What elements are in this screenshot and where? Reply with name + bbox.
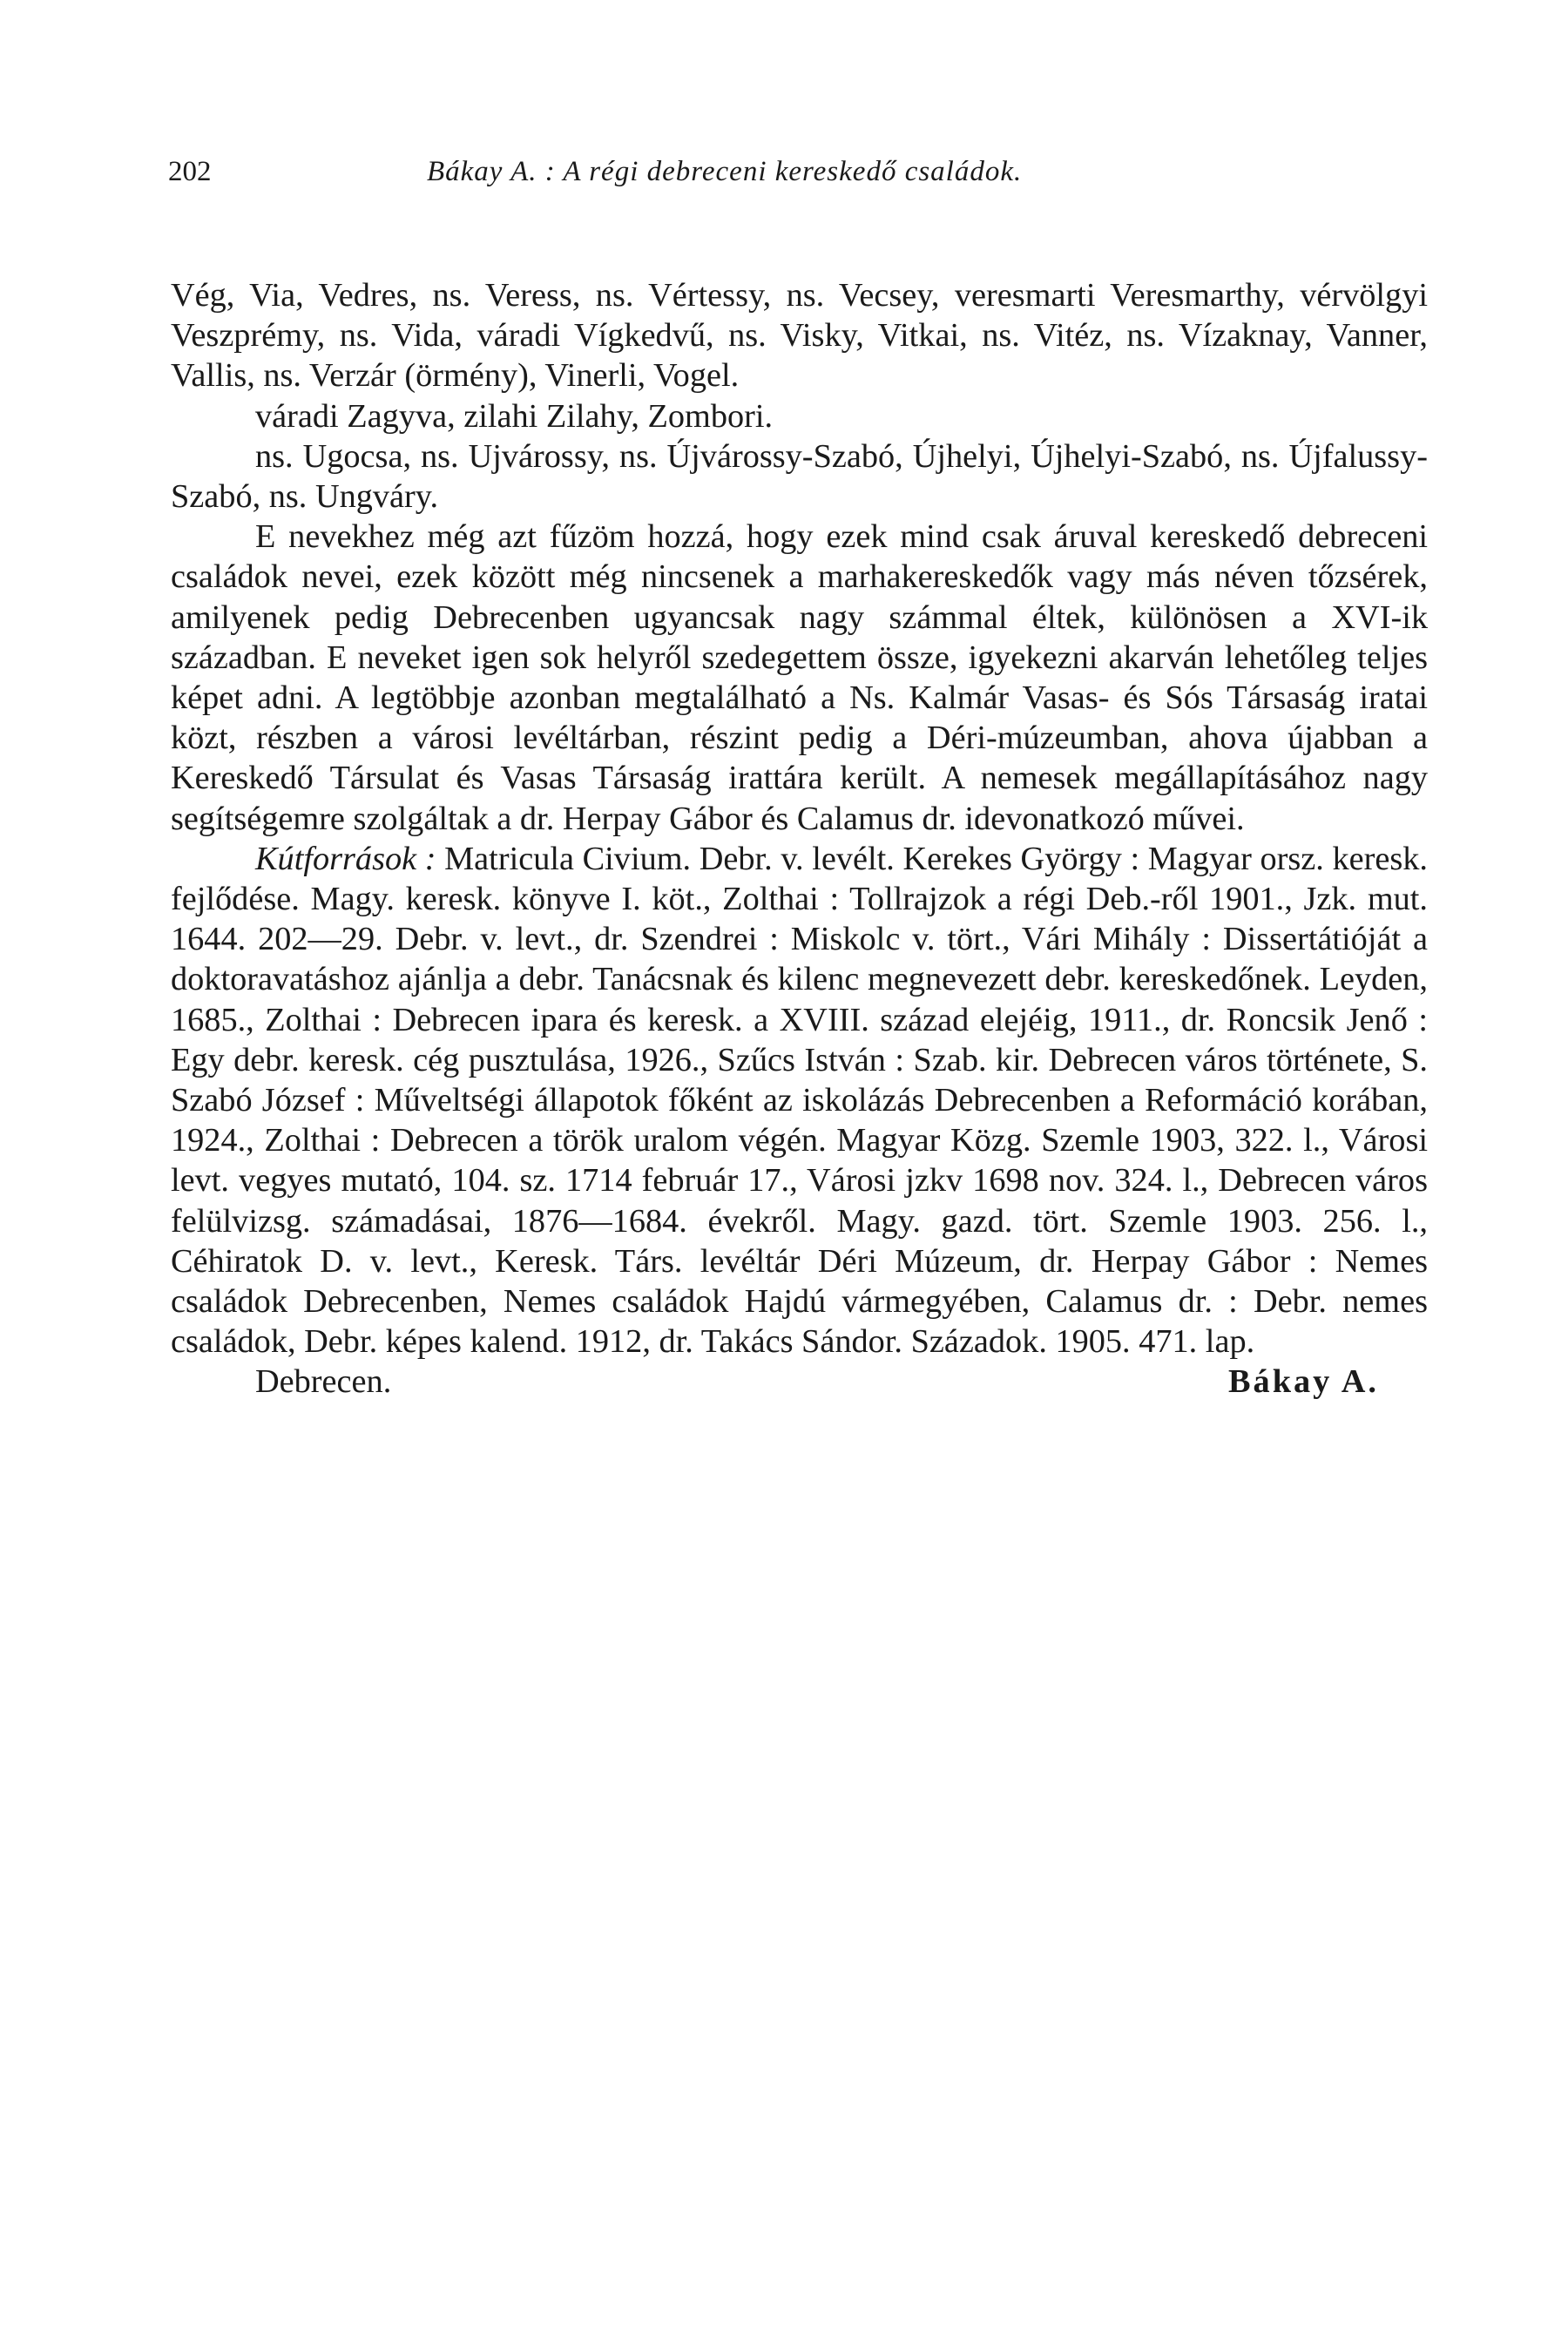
signature-line	[171, 1362, 1428, 1402]
sources-paragraph	[171, 839, 1428, 1362]
names-v-paragraph: Vég, Via, Vedres, ns. Veress, ns. Vértessy, ns. Vecsey, veresmarti Veresmarthy, vérvölgyi Veszprémy, ns. Vida, váradi Vígkedvű, ns. Visky, Vitkai, ns. Vitéz, ns. Vízaknay, Vanner, Vallis, ns. Verzár (örmény), Vinerli, Vogel.	[171, 277, 1428, 395]
page-header	[168, 150, 1405, 193]
sources-text: Matricula Civium. Debr. v. levélt. Kerekes György : Magyar orsz. keresk. fejlődése. Magy. keresk. könyve I. köt., Zolthai : Tollrajzok a régi Deb.-ről 1901., Jzk. mut. 1644. 202—29. Debr. v. levt., dr. Szendrei : Miskolc v. tört., Vári Mihály : Dissertátióját a doktoravatáshoz ajánlja a debr. Tanácsnak és kilenc megnevezett debr. kereskedőnek. Leyden, 1685., Zolthai : Debrecen ipara és keresk. a XVIII. század elejéig, 1911., dr. Roncsik Jenő : Egy debr. keresk. cég pusztulása, 1926., Szűcs István : Szab. kir. Debrecen város története, S. Szabó József : Műveltségi állapotok főként az iskolázás Debrecenben a Reformáció korában, 1924., Zolthai : Debrecen a török uralom végén. Magyar Közg. Szemle 1903, 322. l., Városi levt. vegyes mutató, 104. sz. 1714 február 17., Városi jzkv 1698 nov. 324. l., Debrecen város felülvizsg. számadásai, 1876—1684. évekről. Magy. gazd. tört. Szemle 1903. 256. l., Céhiratok D. v. levt., Keresk. Társ. levéltár Déri Múzeum, dr. Herpay Gábor : Nemes családok Debrecenben, Nemes családok Hajdú vármegyében, Calamus dr. : Debr. nemes családok, Debr. képes kalend. 1912, dr. Takács Sándor. Századok. 1905. 471. lap.	[171, 840, 1428, 1361]
page-number: 202	[168, 156, 212, 187]
names-u-paragraph: ns. Ugocsa, ns. Ujvárossy, ns. Újvárossy-Szabó, Újhelyi, Újhelyi-Szabó, ns. Újfalussy-Szabó, ns. Ungváry.	[171, 437, 1428, 516]
names-z-paragraph: váradi Zagyva, zilahi Zilahy, Zombori.	[255, 397, 774, 435]
closing-paragraph: E nevekhez még azt fűzöm hozzá, hogy ezek mind csak áruval kereskedő debreceni családok nevei, ezek között még nincsenek a marhakereskedők vagy más néven tőzsérek, amilyenek pedig Debrecenben ugyancsak nagy számmal éltek, különösen a XVI-ik században. E neveket igen sok helyről szedegettem össze, igyekezni akarván lehetőleg teljes képet adni. A legtöbbje azonban megtalálható a Ns. Kalmár Vasas- és Sós Társaság iratai közt, részben a városi levéltárban, részint pedig a Déri-múzeumban, ahova újabban a Kereskedő Társulat és Vasas Társaság irattára került. A nemesek megállapításához nagy segítségemre szolgáltak a dr. Herpay Gábor és Calamus dr. idevonatkozó művei.	[171, 518, 1428, 837]
running-title: Bákay A. : A régi debreceni kereskedő családok.	[427, 156, 1023, 187]
sources-label: Kútforrások :	[255, 840, 436, 877]
body-text	[171, 275, 1428, 1402]
place: Debrecen.	[255, 1363, 392, 1401]
author-signature: Bákay A.	[1228, 1363, 1379, 1401]
